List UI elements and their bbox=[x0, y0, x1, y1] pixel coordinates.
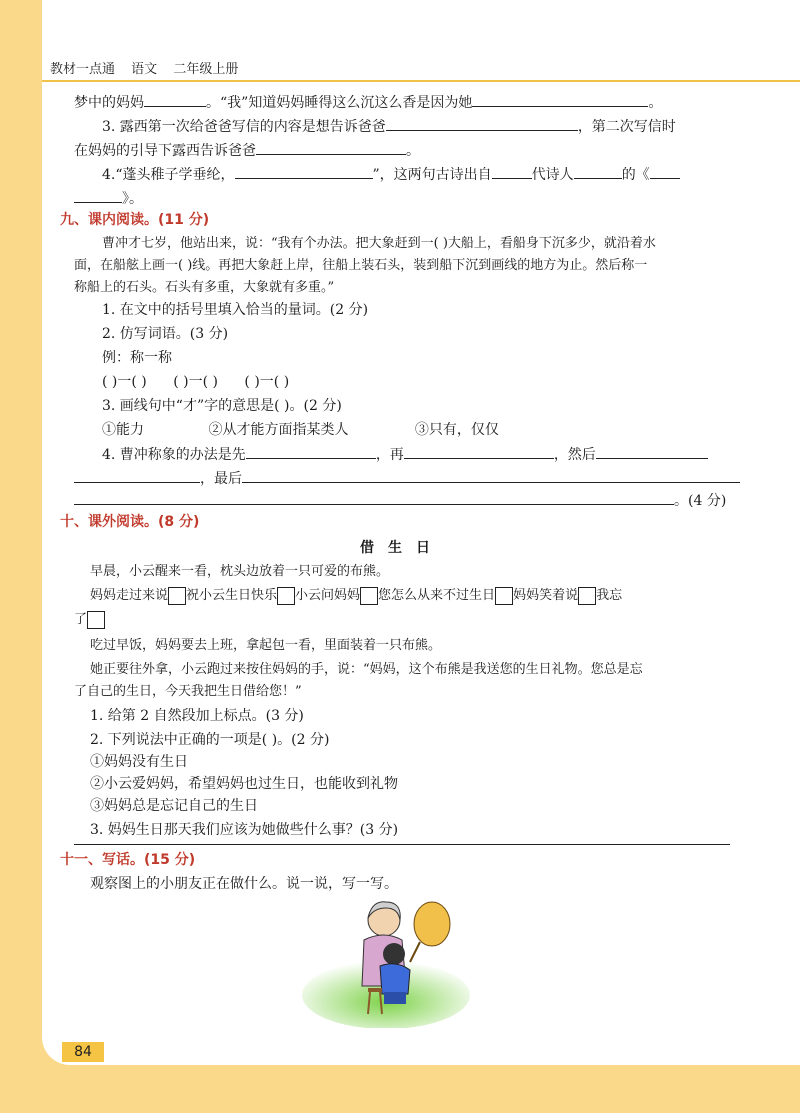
answer-blank[interactable] bbox=[74, 188, 122, 203]
section-9-heading: 九、课内阅读。(11 分) bbox=[60, 212, 210, 228]
passage-9-line3: 称船上的石头。石头有多重，大象就有多重。” bbox=[74, 280, 335, 295]
q10-2-option-c: ③妈妈总是忘记自己的生日 bbox=[90, 798, 258, 814]
page-number: 84 bbox=[62, 1042, 104, 1062]
q10-3: 3. 妈妈生日那天我们应该为她做些什么事？(3 分) bbox=[90, 822, 399, 838]
answer-blank[interactable] bbox=[242, 468, 740, 483]
passage-9-line2: 面，在船舷上画一( )线。再把大象赶上岸，往船上装石头，装到船下沉到画线的地方为止。然后称一 bbox=[74, 258, 648, 273]
text: ，最后 bbox=[200, 471, 242, 487]
passage-9-line1: 曹冲才七岁，他站出来，说：“我有个办法。把大象赶到一( )大船上，看船身下沉多少，就沿着水 bbox=[102, 236, 656, 251]
q9-4-line3 bbox=[74, 490, 726, 511]
fan-icon bbox=[410, 902, 450, 962]
text: 妈妈走过来说 bbox=[90, 588, 169, 603]
q9-2-example: 例：称一称 bbox=[102, 350, 172, 366]
header-subject: 语文 bbox=[131, 62, 158, 77]
text: 》。 bbox=[122, 191, 143, 207]
text: 。“我”知道妈妈睡得这么沉这么香是因为她 bbox=[206, 95, 473, 111]
punctuation-box[interactable] bbox=[495, 587, 513, 605]
section-11-heading: 十一、写话。(15 分) bbox=[60, 852, 196, 868]
q8-4-line1 bbox=[102, 164, 680, 185]
text: 妈妈笑着说 bbox=[513, 588, 579, 603]
pattern-blank[interactable]: ( )一( ) bbox=[173, 374, 218, 390]
q9-4-line1 bbox=[102, 444, 708, 465]
text: 4.“蓬头稚子学垂纶， bbox=[102, 167, 235, 183]
q10-2: 2. 下列说法中正确的一项是( )。(2 分) bbox=[90, 732, 330, 748]
answer-blank[interactable] bbox=[74, 490, 674, 505]
text: 了 bbox=[74, 612, 88, 627]
answer-blank[interactable] bbox=[650, 164, 680, 179]
q9-2-patterns bbox=[102, 372, 289, 392]
q10-2-option-b: ②小云爱妈妈，希望妈妈也过生日，也能收到礼物 bbox=[90, 776, 398, 792]
punctuation-box[interactable] bbox=[360, 587, 378, 605]
q8-4-line2 bbox=[74, 188, 143, 209]
text: 4. 曹冲称象的办法是先 bbox=[102, 447, 246, 463]
header-book: 教材一点通 bbox=[50, 62, 116, 77]
q10-1: 1. 给第 2 自然段加上标点。(3 分) bbox=[90, 708, 304, 724]
q8-3-line1 bbox=[102, 116, 676, 137]
text: ，第二次写信时 bbox=[577, 119, 676, 135]
story-para2-line1 bbox=[90, 586, 622, 606]
q9-1: 1. 在文中的括号里填入恰当的量词。(2 分) bbox=[102, 302, 369, 318]
q8-3-line2 bbox=[74, 140, 420, 161]
text: 祝小云生日快乐 bbox=[186, 588, 278, 603]
pattern-blank[interactable]: ( )一( ) bbox=[102, 374, 147, 390]
answer-blank[interactable] bbox=[74, 468, 200, 483]
q9-2: 2. 仿写词语。(3 分) bbox=[102, 326, 229, 342]
answer-blank[interactable] bbox=[386, 116, 578, 131]
writing-prompt: 观察图上的小朋友正在做什么。说一说，写一写。 bbox=[90, 876, 398, 892]
story-para3: 吃过早饭，妈妈要去上班，拿起包一看，里面装着一只布熊。 bbox=[90, 638, 442, 653]
answer-blank[interactable] bbox=[596, 444, 708, 459]
punctuation-box[interactable] bbox=[277, 587, 295, 605]
answer-blank[interactable] bbox=[235, 164, 373, 179]
punctuation-box[interactable] bbox=[87, 611, 105, 629]
punctuation-box[interactable] bbox=[168, 587, 186, 605]
story-para4-line2: 了自己的生日，今天我把生日借给您！” bbox=[74, 684, 302, 699]
header-grade: 二年级上册 bbox=[173, 62, 239, 77]
text: 梦中的妈妈 bbox=[74, 95, 144, 111]
answer-blank[interactable] bbox=[74, 830, 730, 845]
punctuation-box[interactable] bbox=[578, 587, 596, 605]
option-3: ③只有，仅仅 bbox=[414, 422, 499, 438]
q9-3: 3. 画线句中“才”字的意思是( )。(2 分) bbox=[102, 398, 342, 414]
text: 您怎么从来不过生日 bbox=[378, 588, 496, 603]
text: 代诗人 bbox=[531, 167, 574, 183]
text: 。 bbox=[406, 143, 420, 159]
text: 的《 bbox=[621, 167, 650, 183]
story-title: 借生日 bbox=[360, 540, 444, 556]
answer-blank[interactable] bbox=[492, 164, 532, 179]
option-1: ①能力 bbox=[102, 422, 144, 438]
story-para2-line2 bbox=[74, 610, 105, 630]
answer-blank[interactable] bbox=[404, 444, 554, 459]
text: 我忘 bbox=[596, 588, 623, 603]
answer-blank[interactable] bbox=[246, 444, 376, 459]
text: ，再 bbox=[375, 447, 404, 463]
page-header bbox=[50, 58, 250, 77]
answer-blank[interactable] bbox=[144, 92, 206, 107]
q9-3-options bbox=[102, 420, 499, 440]
text: 小云问妈妈 bbox=[295, 588, 361, 603]
text: 在妈妈的引导下露西告诉爸爸 bbox=[74, 143, 256, 159]
q8-line1 bbox=[74, 92, 662, 113]
answer-blank[interactable] bbox=[256, 140, 406, 155]
text: ”，这两句古诗出自 bbox=[372, 167, 492, 183]
section-10-heading: 十、课外阅读。(8 分) bbox=[60, 514, 200, 530]
q9-4-line2 bbox=[74, 468, 740, 489]
story-para4-line1: 她正要往外拿，小云跑过来按住妈妈的手，说：“妈妈，这个布熊是我送您的生日礼物。您总是忘 bbox=[90, 662, 643, 677]
answer-blank[interactable] bbox=[574, 164, 622, 179]
option-2: ②从才能方面指某类人 bbox=[208, 422, 349, 438]
text: 。(4 分) bbox=[674, 493, 727, 509]
answer-blank[interactable] bbox=[472, 92, 648, 107]
story-para1: 早晨，小云醒来一看，枕头边放着一只可爱的布熊。 bbox=[90, 564, 390, 579]
text: ，然后 bbox=[553, 447, 596, 463]
writing-illustration bbox=[302, 890, 470, 1028]
q10-2-option-a: ①妈妈没有生日 bbox=[90, 754, 188, 770]
text: 。 bbox=[648, 95, 663, 111]
header-divider bbox=[42, 80, 800, 82]
pattern-blank[interactable]: ( )一( ) bbox=[244, 374, 290, 390]
text: 3. 露西第一次给爸爸写信的内容是想告诉爸爸 bbox=[102, 119, 386, 135]
boy-figure bbox=[380, 943, 410, 1004]
q10-3-answer-line bbox=[74, 830, 730, 851]
